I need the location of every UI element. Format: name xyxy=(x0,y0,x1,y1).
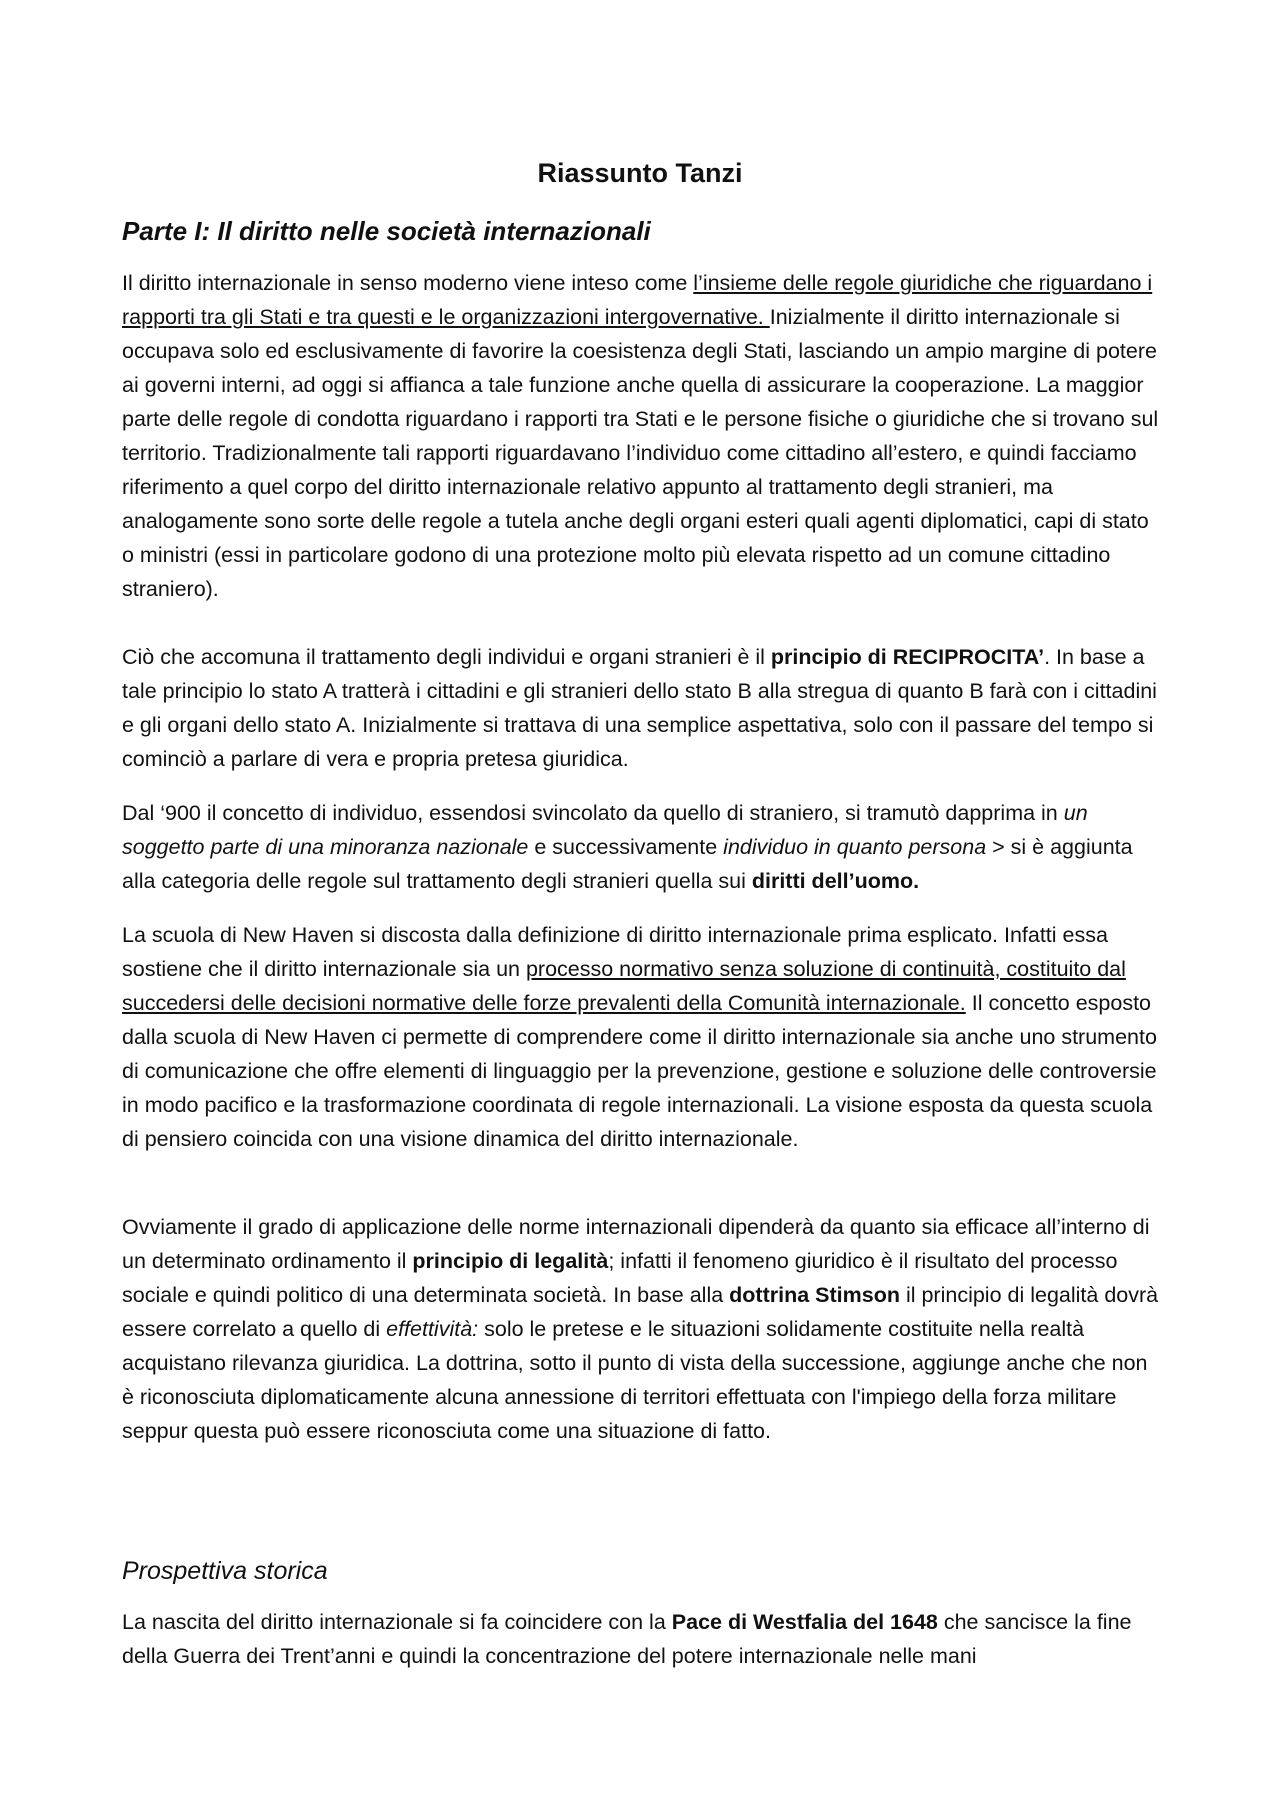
paragraph xyxy=(122,640,1162,776)
text-run: La nascita del diritto internazionale si fa coincidere con la xyxy=(122,1610,672,1634)
part-title: Parte I: Il diritto nelle società internazionali xyxy=(122,216,651,246)
text-run: Il concetto esposto dalla scuola di New Haven ci permette di comprendere come il diritto internazionale sia anche uno strumento di comunicazione che offre elementi di linguaggio per la prevenzione, gestione e soluzione delle controversie in modo pacifico e la trasformazione coordinata di regole internazionali. La visione esposta da questa scuola di pensiero coincida con una visione dinamica del diritto internazionale. xyxy=(122,991,1157,1151)
text-run: Inizialmente il diritto internazionale si occupava solo ed esclusivamente di favorire la coesistenza degli Stati, lasciando un ampio margine di potere ai governi interni, ad oggi si affianca a tale funzione anche quella di assicurare la cooperazione. La maggior parte delle regole di condotta riguardano i rapporti tra Stati e le persone fisiche o giuridiche che si trovano sul territorio. Tradizionalmente tali rapporti riguardavano l’individuo come cittadino all’estero, e quindi facciamo riferimento a quel corpo del diritto internazionale relativo appunto al trattamento degli stranieri, ma analogamente sono sorte delle regole a tutela anche degli organi esteri quali agenti diplomatici, capi di stato o ministri (essi in particolare godono di una protezione molto più elevata rispetto ad un comune cittadino straniero). xyxy=(122,305,1159,601)
bold-text: diritti dell’uomo. xyxy=(751,869,920,893)
paragraph xyxy=(122,1605,1162,1673)
underlined-text: processo normativo senza soluzione di continuità, costituito dal succedersi delle decisioni normative delle forze prevalenti della Comunità internazionale. xyxy=(122,957,1126,1015)
text-run: solo le pretese e le situazioni solidamente costituite nella realtà acquistano rilevanza giuridica. La dottrina, sotto il punto di vista della successione, aggiunge anche che non è riconosciuta diplomaticamente alcuna annessione di territori effettuata con l'impiego della forza militare seppur questa può essere riconosciuta come una situazione di fatto. xyxy=(122,1317,1148,1443)
italic-text: individuo in quanto persona xyxy=(723,835,987,859)
text-run: e successivamente xyxy=(528,835,724,859)
underlined-text: l’insieme delle regole giuridiche che riguardano i rapporti tra gli Stati e tra questi e le organizzazioni intergovernative. xyxy=(122,271,1153,329)
text-run: La scuola di New Haven si discosta dalla definizione di diritto internazionale prima esplicato. Infatti essa sostiene che il diritto internazionale sia un xyxy=(122,923,1108,981)
text-run: > si è aggiunta alla categoria delle regole sul trattamento degli stranieri quella sui xyxy=(122,835,1133,893)
text-run: ; infatti il fenomeno giuridico è il risultato del processo sociale e quindi politico di una determinata società. In base alla xyxy=(122,1249,1118,1307)
text-run: Il diritto internazionale in senso moderno viene inteso come xyxy=(122,271,694,295)
text-run: il principio di legalità dovrà essere correlato a quello di xyxy=(122,1283,1159,1341)
document-title: Riassunto Tanzi xyxy=(537,158,743,188)
text-run: che sancisce la fine della Guerra dei Trent’anni e quindi la concentrazione del potere internazionale nelle mani xyxy=(122,1610,1132,1668)
paragraph xyxy=(122,266,1162,606)
text-run: Ovviamente il grado di applicazione delle norme internazionali dipenderà da quanto sia efficace all’interno di un determinato ordinamento il xyxy=(122,1215,1150,1273)
paragraph xyxy=(122,1210,1162,1448)
bold-text: principio di RECIPROCITA’ xyxy=(770,645,1045,669)
italic-text: un soggetto parte di una minoranza nazionale xyxy=(122,801,1088,859)
bold-text: Pace di Westfalia del 1648 xyxy=(671,1610,938,1634)
text-run: Dal ‘900 il concetto di individuo, essendosi svincolato da quello di straniero, si tramutò dapprima in xyxy=(122,801,1064,825)
bold-text: principio di legalità xyxy=(412,1249,609,1273)
text-run: Ciò che accomuna il trattamento degli individui e organi stranieri è il xyxy=(122,645,771,669)
bold-text: dottrina Stimson xyxy=(729,1283,900,1307)
italic-text: effettività: xyxy=(386,1317,479,1341)
text-run: . In base a tale principio lo stato A tratterà i cittadini e gli stranieri dello stato B alla stregua di quanto B farà con i cittadini e gli organi dello stato A. Inizialmente si trattava di una semplice aspettativa, solo con il passare del tempo si cominciò a parlare di vera e propria pretesa giuridica. xyxy=(122,645,1157,771)
paragraph xyxy=(122,918,1162,1156)
paragraph xyxy=(122,796,1162,898)
section-title: Prospettiva storica xyxy=(122,1557,328,1585)
